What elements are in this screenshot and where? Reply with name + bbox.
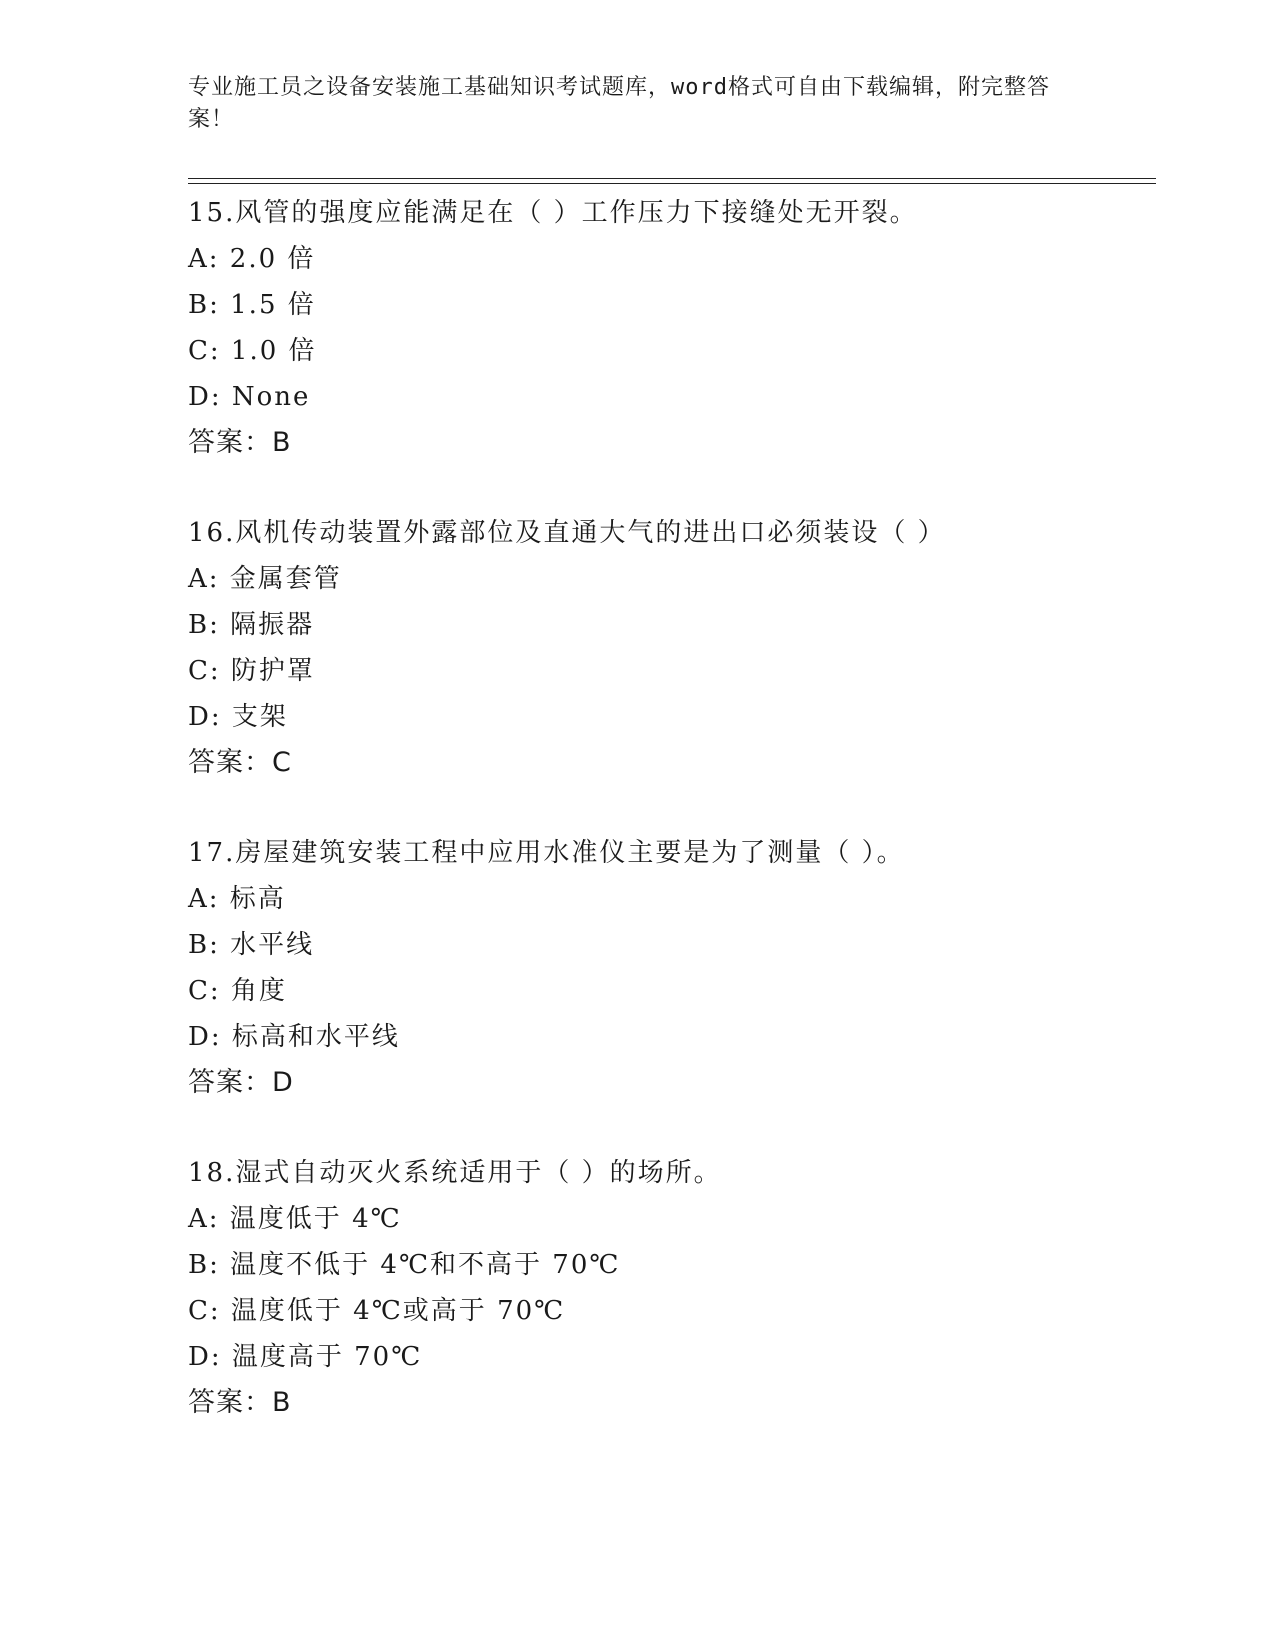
option-d: D: 支架 — [188, 702, 288, 732]
option-a: A: 标高 — [188, 884, 286, 914]
option-c: C: 1.0 倍 — [188, 336, 317, 366]
question-stem: 17.房屋建筑安装工程中应用水准仪主要是为了测量（ ）。 — [188, 838, 905, 868]
question-stem: 15.风管的强度应能满足在（ ）工作压力下接缝处无开裂。 — [188, 198, 918, 228]
answer: 答案：C — [188, 747, 292, 778]
question-stem: 18.湿式自动灭火系统适用于（ ）的场所。 — [188, 1158, 722, 1188]
option-d: D: 温度高于 70℃ — [188, 1342, 423, 1372]
option-c: C: 温度低于 4℃或高于 70℃ — [188, 1296, 566, 1326]
question-18 — [188, 1150, 1156, 1426]
header-divider-top — [188, 178, 1156, 179]
option-c: C: 角度 — [188, 976, 287, 1006]
question-17 — [188, 830, 1156, 1106]
answer: 答案：D — [188, 1067, 294, 1098]
option-b: B: 水平线 — [188, 930, 315, 960]
option-a: A: 温度低于 4℃ — [188, 1204, 402, 1234]
option-d: D: None — [188, 382, 311, 412]
header-divider-bottom — [188, 183, 1156, 184]
option-b: B: 隔振器 — [188, 610, 315, 640]
answer: 答案：B — [188, 427, 292, 458]
answer: 答案：B — [188, 1387, 292, 1418]
question-stem: 16.风机传动装置外露部位及直通大气的进出口必须装设（ ） — [188, 518, 946, 548]
option-b: B: 温度不低于 4℃和不高于 70℃ — [188, 1250, 621, 1280]
option-a: A: 2.0 倍 — [188, 244, 316, 274]
option-c: C: 防护罩 — [188, 656, 315, 686]
document-header: 专业施工员之设备安装施工基础知识考试题库，word格式可自由下载编辑，附完整答案！ — [188, 75, 1050, 132]
question-15 — [188, 190, 1156, 466]
option-d: D: 标高和水平线 — [188, 1022, 400, 1052]
option-a: A: 金属套管 — [188, 564, 342, 594]
question-16 — [188, 510, 1156, 786]
option-b: B: 1.5 倍 — [188, 290, 316, 320]
